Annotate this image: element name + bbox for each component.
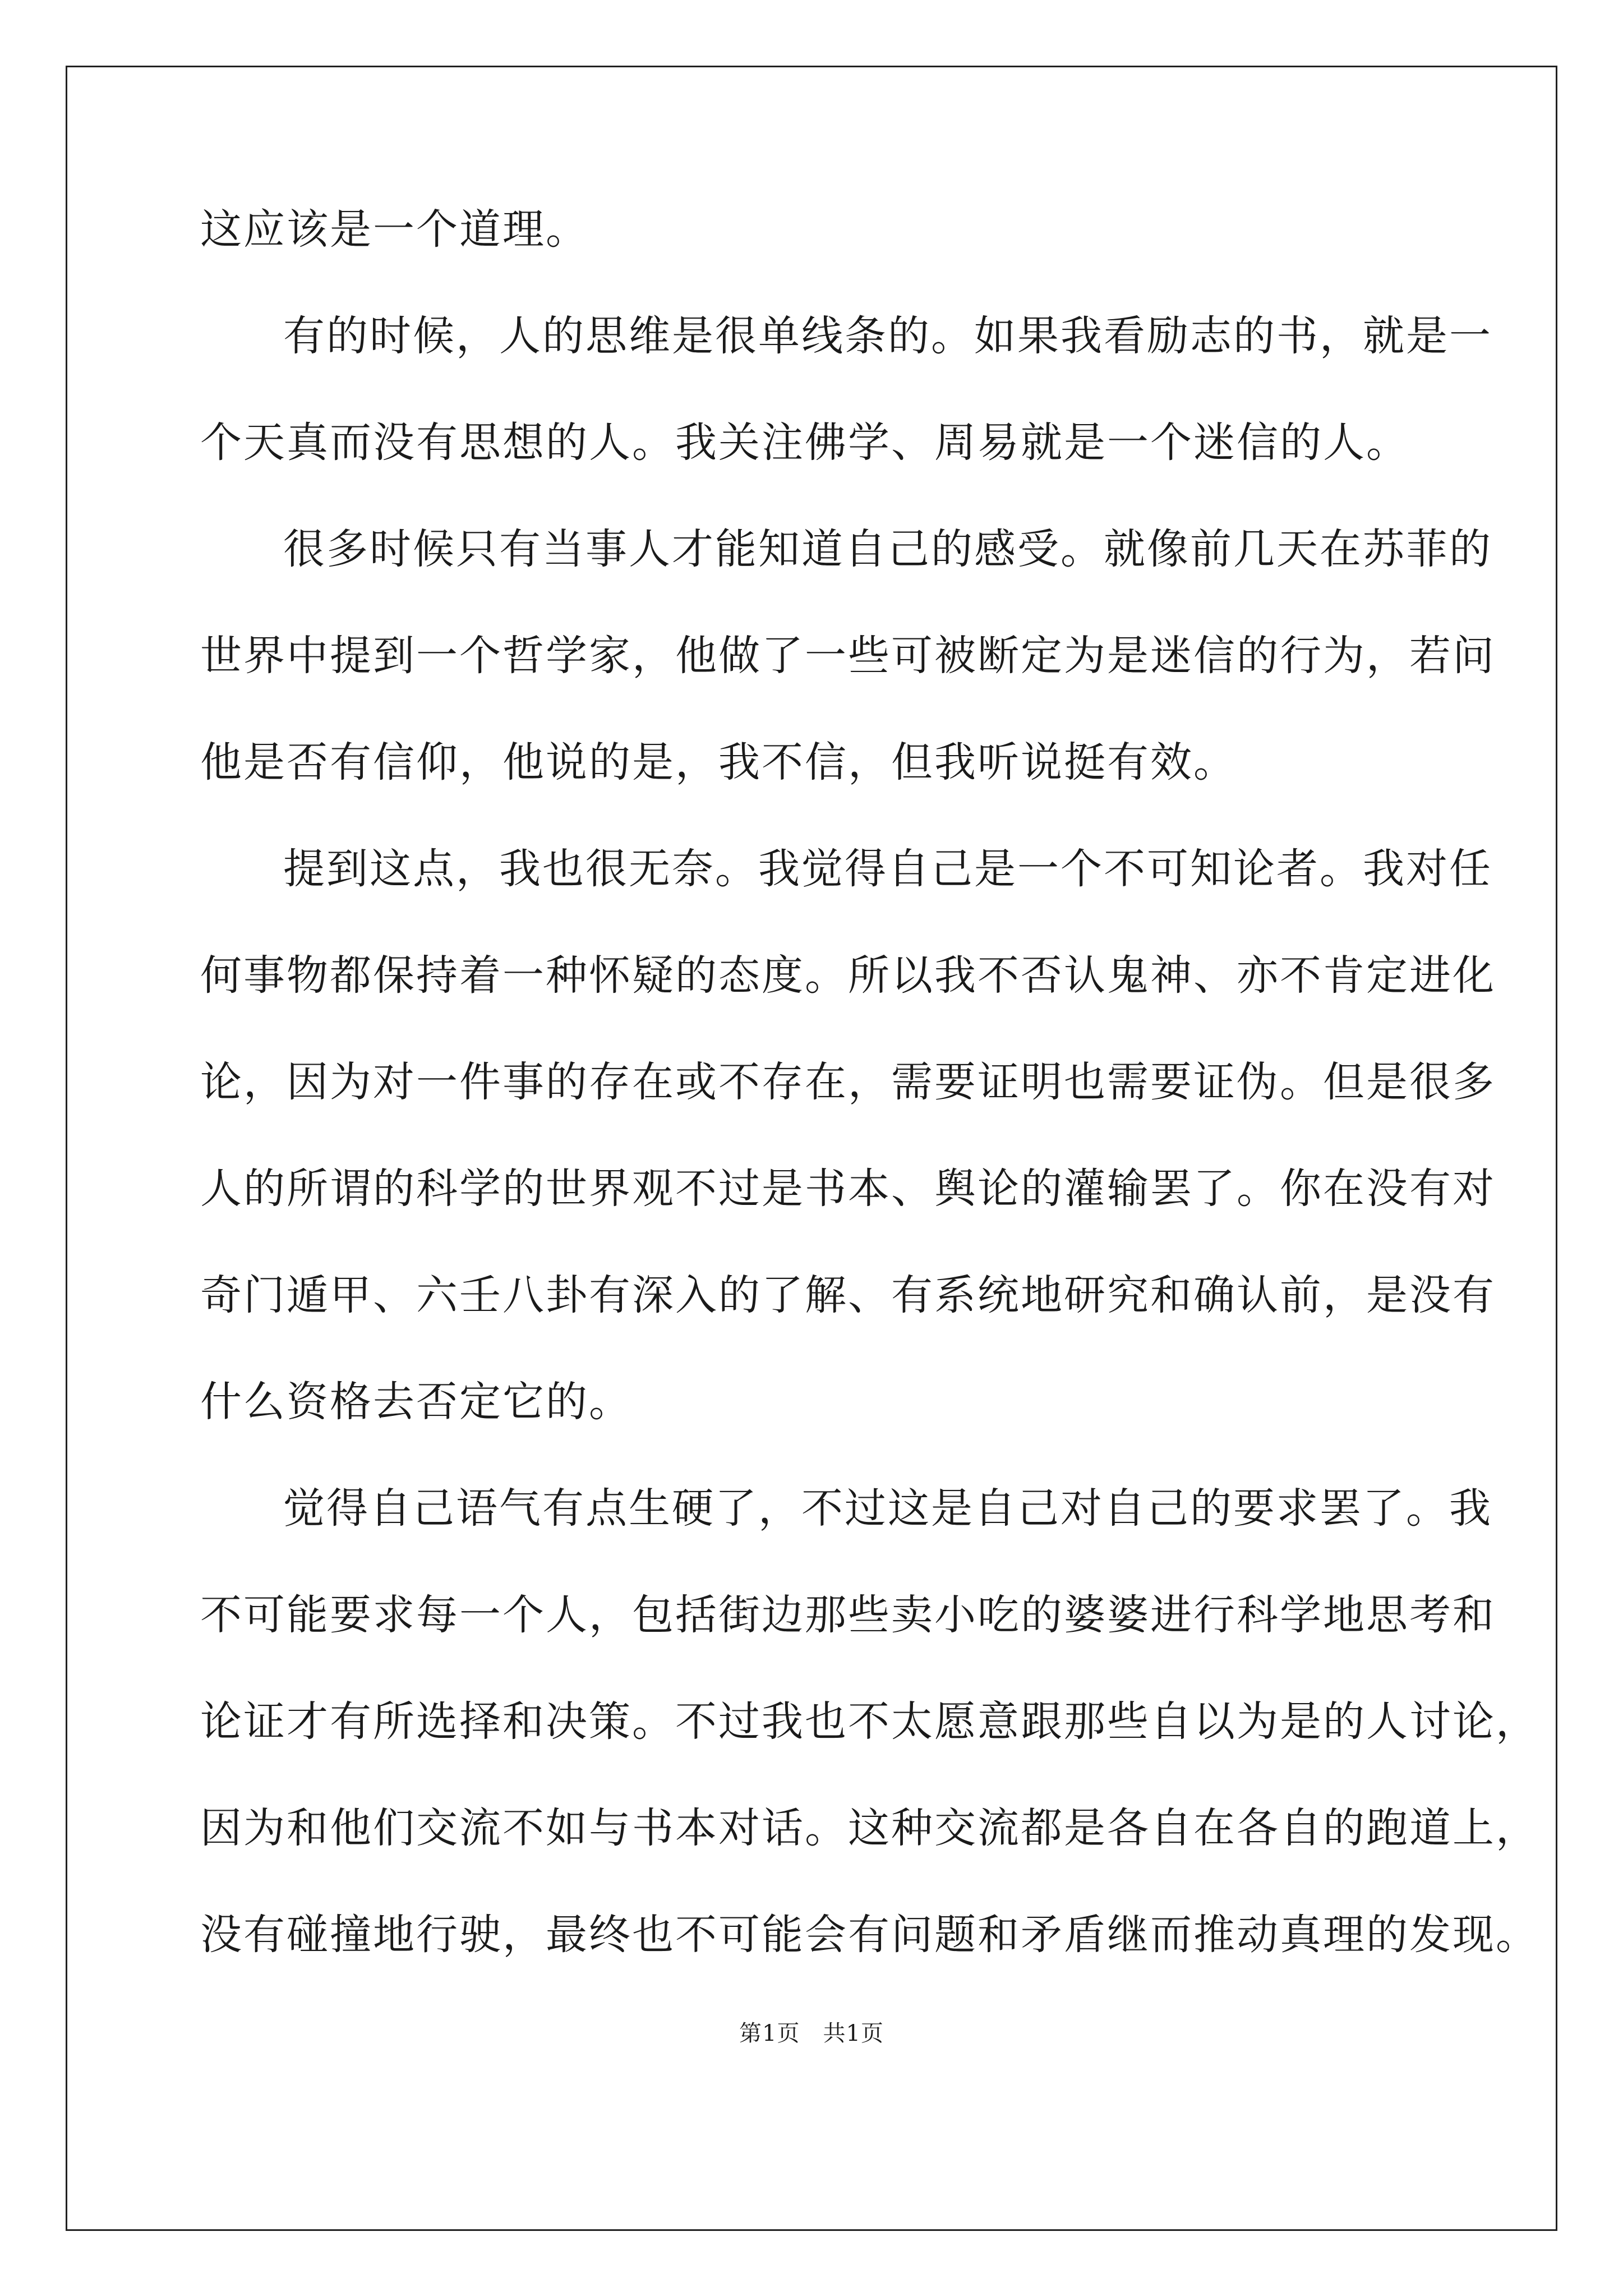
text-line: 什么资格去否定它的。	[200, 1378, 632, 1426]
text-line: 世界中提到一个哲学家，他做了一些可被断定为是迷信的行为，若问	[200, 632, 1496, 680]
text-line: 奇门遁甲、六壬八卦有深入的了解、有系统地研究和确认前，是没有	[200, 1271, 1496, 1319]
page-number-footer: 第1页 共1页	[739, 2021, 884, 2046]
paragraph-first-line: 有的时候，人的思维是很单线条的。如果我看励志的书，就是一	[283, 312, 1492, 360]
text-line: 论证才有所选择和决策。不过我也不太愿意跟那些自以为是的人讨论，	[200, 1697, 1539, 1746]
text-line: 个天真而没有思想的人。我关注佛学、周易就是一个迷信的人。	[200, 418, 1409, 467]
text-line: 他是否有信仰，他说的是，我不信，但我听说挺有效。	[200, 738, 1237, 786]
text-line: 何事物都保持着一种怀疑的态度。所以我不否认鬼神、亦不肯定进化	[200, 951, 1496, 1000]
text-line: 人的所谓的科学的世界观不过是书本、舆论的灌输罢了。你在没有对	[200, 1165, 1496, 1213]
text-line: 这应该是一个道理。	[200, 205, 589, 254]
text-line: 不可能要求每一个人，包括街边那些卖小吃的婆婆进行科学地思考和	[200, 1591, 1496, 1639]
page-border	[66, 66, 1557, 2231]
paragraph-first-line: 觉得自己语气有点生硬了，不过这是自己对自己的要求罢了。我	[283, 1484, 1492, 1533]
text-line: 论，因为对一件事的存在或不存在，需要证明也需要证伪。但是很多	[200, 1058, 1496, 1106]
text-line: 因为和他们交流不如与书本对话。这种交流都是各自在各自的跑道上，	[200, 1804, 1539, 1852]
text-line: 没有碰撞地行驶，最终也不可能会有问题和矛盾继而推动真理的发现。	[200, 1911, 1539, 1959]
paragraph-first-line: 很多时候只有当事人才能知道自己的感受。就像前几天在苏菲的	[283, 525, 1492, 573]
paragraph-first-line: 提到这点，我也很无奈。我觉得自己是一个不可知论者。我对任	[283, 845, 1492, 893]
